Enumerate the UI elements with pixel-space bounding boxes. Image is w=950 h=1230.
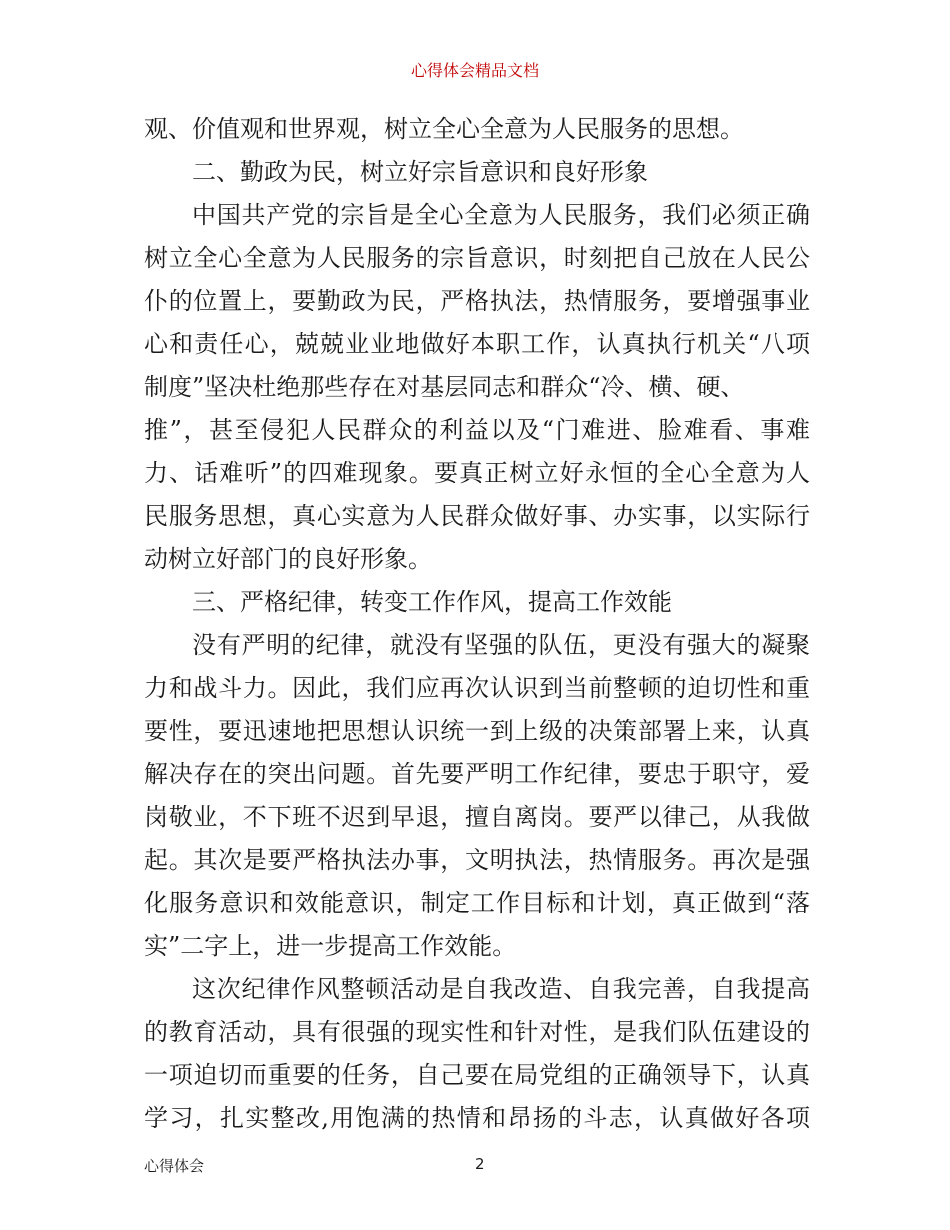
text-line: 动树立好部门的良好形象。	[144, 545, 432, 573]
text-line: 仆的位置上，要勤政为民，严格执法，热情服务，要增强事业	[144, 287, 810, 315]
document-body	[144, 108, 810, 1140]
text-line: 一项迫切而重要的任务，自己要在局党组的正确领导下，认真	[144, 1061, 810, 1089]
text-line: 三、严格纪律，转变工作作风，提高工作效能	[192, 588, 672, 616]
text-line: 的教育活动，具有很强的现实性和针对性，是我们队伍建设的	[144, 1018, 810, 1046]
text-line: 心和责任心，兢兢业业地做好本职工作，认真执行机关“八项	[144, 330, 810, 358]
text-line: 岗敬业，不下班不迟到早退，擅自离岗。要严以律己，从我做	[144, 803, 810, 831]
page-number: 2	[475, 1155, 485, 1173]
text-line: 要性，要迅速地把思想认识统一到上级的决策部署上来，认真	[144, 717, 810, 745]
text-line: 力和战斗力。因此，我们应再次认识到当前整顿的迫切性和重	[144, 674, 810, 702]
text-line: 没有严明的纪律，就没有坚强的队伍，更没有强大的凝聚	[192, 631, 810, 659]
text-line: 民服务思想，真心实意为人民群众做好事、办实事，以实际行	[144, 502, 810, 530]
text-line: 起。其次是要严格执法办事，文明执法，热情服务。再次是强	[144, 846, 810, 874]
page-header-title: 心得体会精品文档	[410, 61, 539, 80]
text-line: 实”二字上，进一步提高工作效能。	[144, 932, 517, 960]
text-line: 学习，扎实整改,用饱满的热情和昂扬的斗志，认真做好各项	[144, 1104, 810, 1132]
footer-label: 心得体会	[144, 1157, 205, 1175]
text-line: 观、价值观和世界观，树立全心全意为人民服务的思想。	[144, 115, 744, 143]
text-line: 解决存在的突出问题。首先要严明工作纪律，要忠于职守，爱	[144, 760, 810, 788]
page-footer	[144, 1155, 810, 1175]
text-line: 推”，甚至侵犯人民群众的利益以及“门难进、脸难看、事难	[144, 416, 810, 444]
text-line: 制度”坚决杜绝那些存在对基层同志和群众“冷、横、硬、	[144, 373, 745, 401]
text-line: 力、话难听”的四难现象。要真正树立好永恒的全心全意为人	[144, 459, 810, 487]
text-line: 这次纪律作风整顿活动是自我改造、自我完善，自我提高	[192, 975, 810, 1003]
text-line: 树立全心全意为人民服务的宗旨意识，时刻把自己放在人民公	[144, 244, 810, 272]
text-line: 中国共产党的宗旨是全心全意为人民服务，我们必须正确	[192, 201, 810, 229]
text-line: 化服务意识和效能意识，制定工作目标和计划，真正做到“落	[144, 889, 810, 917]
text-line: 二、勤政为民，树立好宗旨意识和良好形象	[192, 158, 648, 186]
